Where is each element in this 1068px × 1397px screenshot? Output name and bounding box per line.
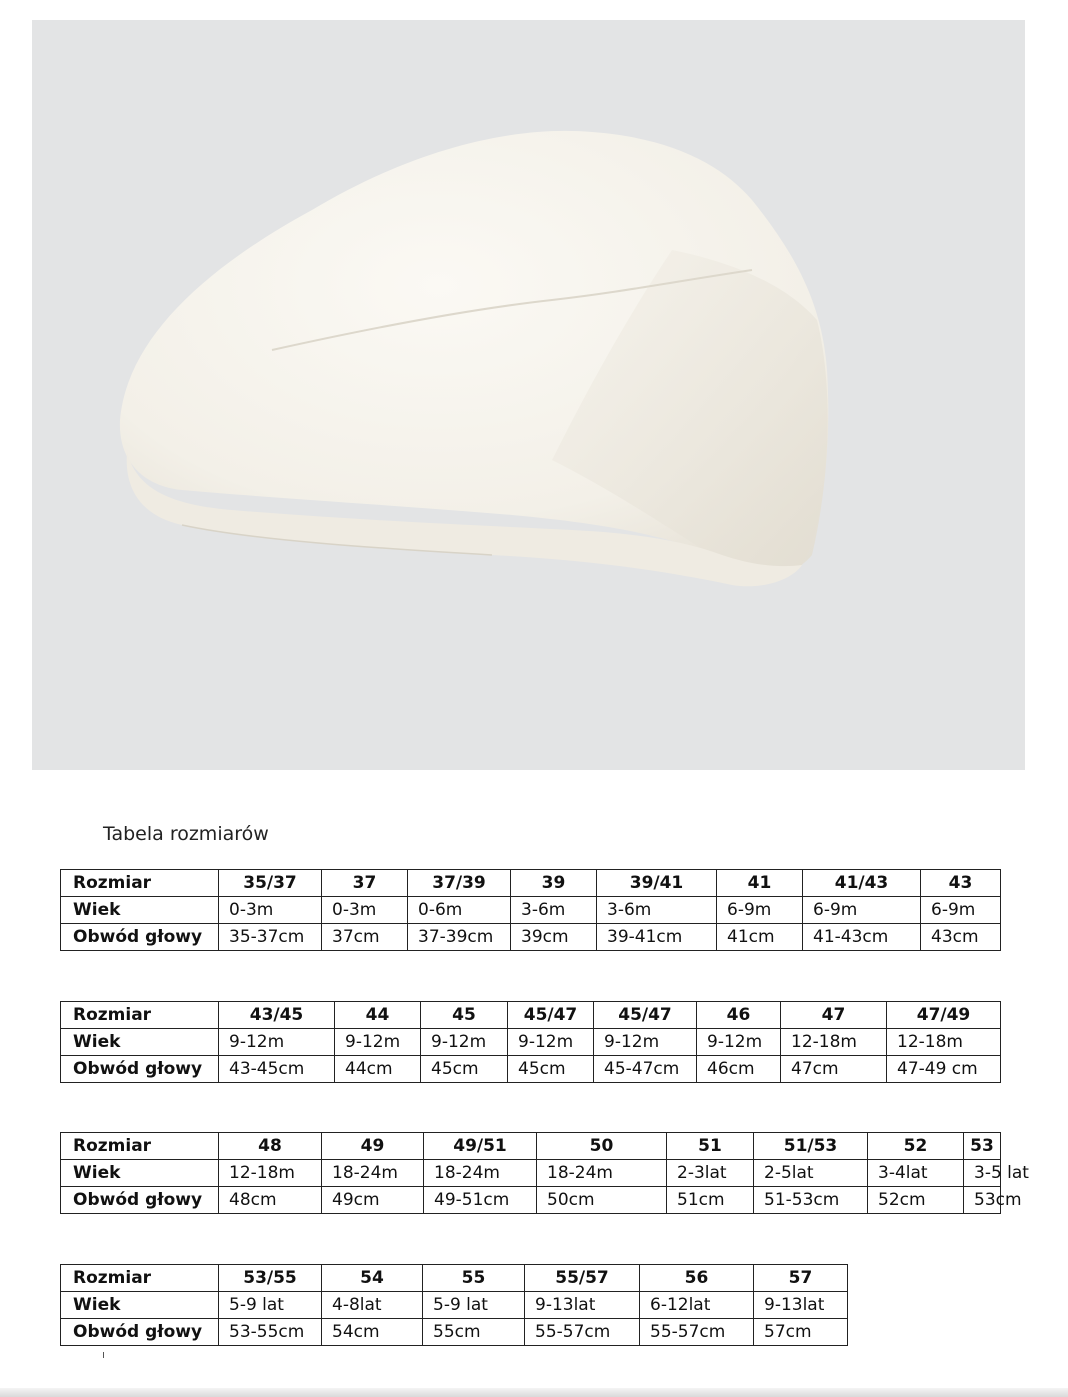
head-row bbox=[61, 1187, 1001, 1214]
size-cell: 52 bbox=[868, 1133, 964, 1160]
size-cell: 55/57 bbox=[525, 1265, 640, 1292]
head-cell: 51-53cm bbox=[754, 1187, 868, 1214]
age-cell: 9-13lat bbox=[754, 1292, 848, 1319]
size-row bbox=[61, 1133, 1001, 1160]
age-cell: 18-24m bbox=[537, 1160, 667, 1187]
age-cell: 3-6m bbox=[511, 897, 597, 924]
head-cell: 49cm bbox=[322, 1187, 424, 1214]
size-cell: 45/47 bbox=[508, 1002, 594, 1029]
head-cell: 45-47cm bbox=[594, 1056, 697, 1083]
size-row bbox=[61, 1265, 848, 1292]
age-cell: 6-9m bbox=[921, 897, 1001, 924]
head-row bbox=[61, 1319, 848, 1346]
size-table-title: Tabela rozmiarów bbox=[103, 823, 269, 845]
head-cell: 57cm bbox=[754, 1319, 848, 1346]
size-cell: 49 bbox=[322, 1133, 424, 1160]
age-cell: 6-9m bbox=[717, 897, 803, 924]
head-cell: 45cm bbox=[421, 1056, 508, 1083]
size-cell: 43 bbox=[921, 870, 1001, 897]
head-cell: 44cm bbox=[335, 1056, 421, 1083]
size-cell: 46 bbox=[697, 1002, 781, 1029]
head-cell: 41cm bbox=[717, 924, 803, 951]
size-cell: 45/47 bbox=[594, 1002, 697, 1029]
age-cell: 3-6m bbox=[597, 897, 717, 924]
row-label: Obwód głowy bbox=[61, 1319, 219, 1346]
head-cell: 49-51cm bbox=[424, 1187, 537, 1214]
size-table bbox=[60, 869, 1001, 951]
size-cell: 35/37 bbox=[219, 870, 322, 897]
size-cell: 41 bbox=[717, 870, 803, 897]
head-cell: 37cm bbox=[322, 924, 408, 951]
head-cell: 45cm bbox=[508, 1056, 594, 1083]
size-cell: 51 bbox=[667, 1133, 754, 1160]
age-row bbox=[61, 897, 1001, 924]
row-label: Obwód głowy bbox=[61, 1056, 219, 1083]
head-cell: 37-39cm bbox=[408, 924, 511, 951]
row-label: Rozmiar bbox=[61, 1133, 219, 1160]
divider bbox=[103, 1352, 104, 1358]
head-cell: 51cm bbox=[667, 1187, 754, 1214]
head-cell: 39cm bbox=[511, 924, 597, 951]
head-cell: 50cm bbox=[537, 1187, 667, 1214]
size-cell: 54 bbox=[322, 1265, 423, 1292]
row-label: Wiek bbox=[61, 1029, 219, 1056]
age-cell: 6-12lat bbox=[640, 1292, 754, 1319]
row-label: Rozmiar bbox=[61, 870, 219, 897]
row-label: Wiek bbox=[61, 1292, 219, 1319]
row-label: Obwód głowy bbox=[61, 924, 219, 951]
age-cell: 5-9 lat bbox=[423, 1292, 525, 1319]
size-cell: 47/49 bbox=[887, 1002, 1001, 1029]
age-cell: 18-24m bbox=[424, 1160, 537, 1187]
row-label: Obwód głowy bbox=[61, 1187, 219, 1214]
head-cell: 43-45cm bbox=[219, 1056, 335, 1083]
head-cell: 41-43cm bbox=[803, 924, 921, 951]
age-cell: 0-3m bbox=[322, 897, 408, 924]
age-cell: 12-18m bbox=[219, 1160, 322, 1187]
head-cell: 35-37cm bbox=[219, 924, 322, 951]
age-cell: 3-4lat bbox=[868, 1160, 964, 1187]
head-cell: 39-41cm bbox=[597, 924, 717, 951]
size-row bbox=[61, 870, 1001, 897]
size-cell: 37 bbox=[322, 870, 408, 897]
size-cell: 37/39 bbox=[408, 870, 511, 897]
age-cell: 4-8lat bbox=[322, 1292, 423, 1319]
head-cell: 48cm bbox=[219, 1187, 322, 1214]
head-cell: 55-57cm bbox=[640, 1319, 754, 1346]
age-cell: 6-9m bbox=[803, 897, 921, 924]
age-row bbox=[61, 1292, 848, 1319]
row-label: Rozmiar bbox=[61, 1265, 219, 1292]
age-cell: 9-12m bbox=[335, 1029, 421, 1056]
age-cell: 0-6m bbox=[408, 897, 511, 924]
age-cell: 9-12m bbox=[219, 1029, 335, 1056]
size-cell: 53/55 bbox=[219, 1265, 322, 1292]
size-table bbox=[60, 1264, 848, 1346]
age-cell: 9-12m bbox=[508, 1029, 594, 1056]
age-cell: 9-12m bbox=[697, 1029, 781, 1056]
size-cell: 43/45 bbox=[219, 1002, 335, 1029]
age-cell: 12-18m bbox=[887, 1029, 1001, 1056]
head-cell: 52cm bbox=[868, 1187, 964, 1214]
size-cell: 49/51 bbox=[424, 1133, 537, 1160]
age-cell: 18-24m bbox=[322, 1160, 424, 1187]
bottom-bar bbox=[0, 1388, 1068, 1397]
size-table bbox=[60, 1001, 1001, 1083]
head-row bbox=[61, 924, 1001, 951]
age-cell: 2-5lat bbox=[754, 1160, 868, 1187]
row-label: Rozmiar bbox=[61, 1002, 219, 1029]
row-label: Wiek bbox=[61, 1160, 219, 1187]
age-cell: 9-12m bbox=[594, 1029, 697, 1056]
size-row bbox=[61, 1002, 1001, 1029]
size-cell: 45 bbox=[421, 1002, 508, 1029]
head-cell: 46cm bbox=[697, 1056, 781, 1083]
size-cell: 55 bbox=[423, 1265, 525, 1292]
age-cell: 9-12m bbox=[421, 1029, 508, 1056]
size-cell: 39/41 bbox=[597, 870, 717, 897]
head-cell: 47-49 cm bbox=[887, 1056, 1001, 1083]
size-cell: 56 bbox=[640, 1265, 754, 1292]
head-cell: 47cm bbox=[781, 1056, 887, 1083]
cap-icon bbox=[32, 20, 1025, 770]
age-row bbox=[61, 1160, 1001, 1187]
age-cell: 12-18m bbox=[781, 1029, 887, 1056]
age-cell: 9-13lat bbox=[525, 1292, 640, 1319]
age-cell: 2-3lat bbox=[667, 1160, 754, 1187]
product-photo bbox=[32, 20, 1025, 770]
age-row bbox=[61, 1029, 1001, 1056]
size-cell: 44 bbox=[335, 1002, 421, 1029]
head-cell: 55-57cm bbox=[525, 1319, 640, 1346]
row-label: Wiek bbox=[61, 897, 219, 924]
head-cell: 53-55cm bbox=[219, 1319, 322, 1346]
size-cell: 53 bbox=[964, 1133, 1001, 1160]
size-cell: 50 bbox=[537, 1133, 667, 1160]
size-cell: 48 bbox=[219, 1133, 322, 1160]
size-table bbox=[60, 1132, 1029, 1214]
size-cell: 47 bbox=[781, 1002, 887, 1029]
head-cell: 53cm bbox=[964, 1187, 1001, 1214]
head-cell: 43cm bbox=[921, 924, 1001, 951]
head-row bbox=[61, 1056, 1001, 1083]
age-cell: 0-3m bbox=[219, 897, 322, 924]
size-cell: 41/43 bbox=[803, 870, 921, 897]
age-cell: 3-5 lat bbox=[964, 1160, 1001, 1187]
head-cell: 54cm bbox=[322, 1319, 423, 1346]
size-cell: 57 bbox=[754, 1265, 848, 1292]
size-cell: 39 bbox=[511, 870, 597, 897]
age-cell: 5-9 lat bbox=[219, 1292, 322, 1319]
size-cell: 51/53 bbox=[754, 1133, 868, 1160]
head-cell: 55cm bbox=[423, 1319, 525, 1346]
